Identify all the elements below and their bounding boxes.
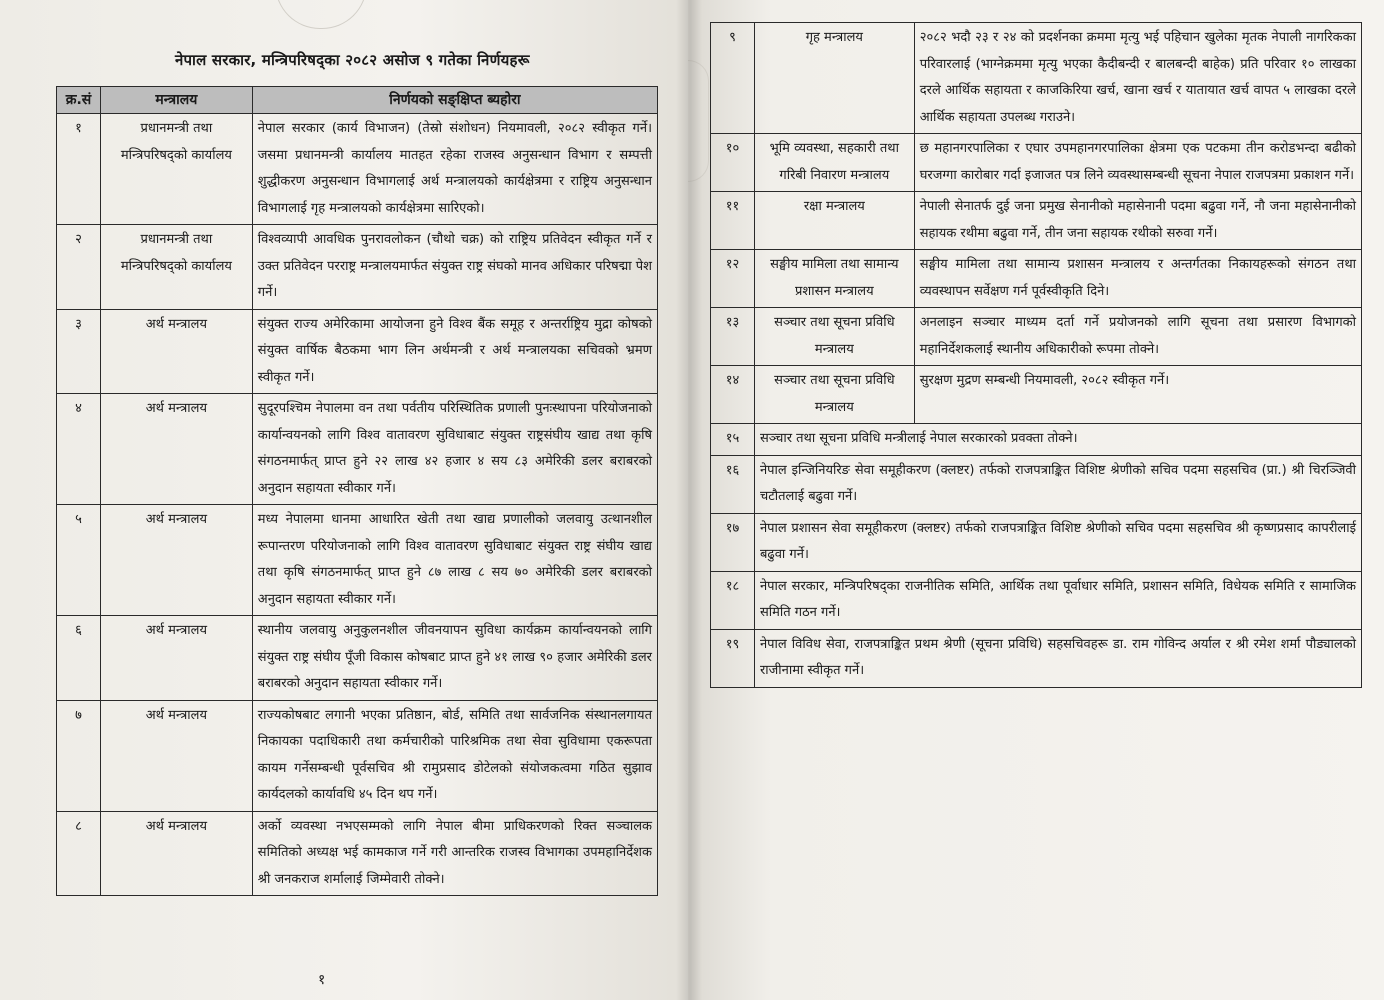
left-page — [0, 0, 688, 1000]
row-decision: सङ्घीय मामिला तथा सामान्य प्रशासन मन्त्रालय र अन्तर्गतका निकायहरूको संगठन तथा व्यवस्थापन सर्वेक्षण गर्न पूर्वस्वीकृति दिने। — [914, 250, 1361, 308]
row-serial: १ — [57, 114, 101, 225]
row-serial: १४ — [711, 366, 755, 424]
header-serial: क्र.सं — [57, 87, 101, 114]
table-row — [711, 513, 1362, 571]
row-serial: ८ — [57, 811, 101, 896]
row-ministry: भूमि व्यवस्था, सहकारी तथा गरिबी निवारण मन्त्रालय — [754, 134, 914, 192]
table-row — [57, 394, 658, 505]
table-row — [711, 192, 1362, 250]
row-serial: १८ — [711, 571, 755, 629]
table-header-row — [57, 87, 658, 114]
row-ministry: सञ्चार तथा सूचना प्रविधि मन्त्रालय — [754, 308, 914, 366]
row-decision: सुरक्षण मुद्रण सम्बन्धी नियमावली, २०८२ स्वीकृत गर्ने। — [914, 366, 1361, 424]
table-row — [57, 505, 658, 616]
row-serial: ११ — [711, 192, 755, 250]
book-gutter — [676, 0, 702, 1000]
table-row — [711, 23, 1362, 134]
row-ministry: अर्थ मन्त्रालय — [100, 700, 252, 811]
row-serial: १० — [711, 134, 755, 192]
row-serial: ७ — [57, 700, 101, 811]
row-ministry: सञ्चार तथा सूचना प्रविधि मन्त्रालय — [754, 366, 914, 424]
table-row — [57, 700, 658, 811]
row-serial: १३ — [711, 308, 755, 366]
row-decision: नेपाल सरकार, मन्त्रिपरिषद्का राजनीतिक समिति, आर्थिक तथा पूर्वाधार समिति, प्रशासन समिति, विधेयक समिति र सामाजिक समिति गठन गर्ने। — [754, 571, 1361, 629]
table-row — [711, 629, 1362, 687]
row-decision: नेपाली सेनातर्फ दुई जना प्रमुख सेनानीको महासेनानी पदमा बढुवा गर्ने, नौ जना महासेनानीको सहायक रथीमा बढुवा गर्ने, तीन जना सहायक रथीको सरुवा गर्ने। — [914, 192, 1361, 250]
row-serial: १६ — [711, 455, 755, 513]
right-page — [688, 0, 1384, 1000]
row-serial: ४ — [57, 394, 101, 505]
row-ministry: रक्षा मन्त्रालय — [754, 192, 914, 250]
row-ministry: अर्थ मन्त्रालय — [100, 811, 252, 896]
row-ministry: प्रधानमन्त्री तथा मन्त्रिपरिषद्को कार्यालय — [100, 225, 252, 310]
header-ministry: मन्त्रालय — [100, 87, 252, 114]
row-decision: सञ्चार तथा सूचना प्रविधि मन्त्रीलाई नेपाल सरकारको प्रवक्ता तोक्ने। — [754, 424, 1361, 456]
row-serial: १७ — [711, 513, 755, 571]
row-decision: स्थानीय जलवायु अनुकुलनशील जीवनयापन सुविधा कार्यक्रम कार्यान्वयनको लागि संयुक्त राष्ट्र संघीय पूँजी विकास कोषबाट प्राप्त हुने ४१ लाख ९० हजार अमेरिकी डलर बराबरको अनुदान सहायता स्वीकार गर्ने। — [252, 616, 657, 701]
row-serial: ६ — [57, 616, 101, 701]
table-row — [57, 114, 658, 225]
table-row — [711, 455, 1362, 513]
row-decision: नेपाल प्रशासन सेवा समूहीकरण (क्लष्टर) तर्फको राजपत्राङ्कित विशिष्ट श्रेणीको सचिव पदमा सहसचिव श्री कृष्णप्रसाद कापरीलाई बढुवा गर्ने। — [754, 513, 1361, 571]
table-row — [711, 134, 1362, 192]
table-row — [711, 308, 1362, 366]
page-number: १ — [318, 972, 326, 988]
table-row — [57, 225, 658, 310]
document-title: नेपाल सरकार, मन्त्रिपरिषद्का २०८२ असोज ९ गतेका निर्णयहरू — [175, 51, 530, 69]
table-row — [711, 424, 1362, 456]
emblem-watermark — [275, 0, 367, 29]
decisions-table-left — [56, 86, 658, 896]
row-decision: विश्वव्यापी आवधिक पुनरावलोकन (चौथो चक्र) को राष्ट्रिय प्रतिवेदन स्वीकृत गर्ने र उक्त प्रतिवेदन परराष्ट्र मन्त्रालयमार्फत संयुक्त राष्ट्र संघको मानव अधिकार परिषद्मा पेश गर्ने। — [252, 225, 657, 310]
row-decision: छ महानगरपालिका र एघार उपमहानगरपालिका क्षेत्रमा एक पटकमा तीन करोडभन्दा बढीको घरजग्गा कारोबार गर्दा इजाजत पत्र लिने व्यवस्थासम्बन्धी सूचना नेपाल राजपत्रमा प्रकाशन गर्ने। — [914, 134, 1361, 192]
row-ministry: अर्थ मन्त्रालय — [100, 505, 252, 616]
row-serial: ९ — [711, 23, 755, 134]
row-decision: नेपाल सरकार (कार्य विभाजन) (तेस्रो संशोधन) नियमावली, २०८२ स्वीकृत गर्ने। जसमा प्रधानमन्त्री कार्यालय मातहत रहेका राजस्व अनुसन्धान विभाग र सम्पत्ती शुद्धीकरण अनुसन्धान विभागलाई अर्थ मन्त्रालयको कार्यक्षेत्रमा र राष्ट्रिय अनुसन्धान विभागलाई गृह मन्त्रालयको कार्यक्षेत्रमा सारिएको। — [252, 114, 657, 225]
table-row — [57, 616, 658, 701]
row-serial: १२ — [711, 250, 755, 308]
row-decision: राज्यकोषबाट लगानी भएका प्रतिष्ठान, बोर्ड, समिति तथा सार्वजनिक संस्थानलगायत निकायका पदाधिकारी तथा कर्मचारीको पारिश्रमिक तथा सेवा सुविधामा एकरूपता कायम गर्नेसम्बन्धी पूर्वसचिव श्री रामुप्रसाद डोटेलको संयोजकत्वमा गठित सुझाव कार्यदलको कार्यावधि ४५ दिन थप गर्ने। — [252, 700, 657, 811]
decisions-table-right — [710, 22, 1362, 688]
row-ministry: अर्थ मन्त्रालय — [100, 616, 252, 701]
row-decision: संयुक्त राज्य अमेरिकामा आयोजना हुने विश्व बैंक समूह र अन्तर्राष्ट्रिय मुद्रा कोषको संयुक्त वार्षिक बैठकमा भाग लिन अर्थमन्त्री र अर्थ मन्त्रालयका सचिवको भ्रमण स्वीकृत गर्ने। — [252, 309, 657, 394]
row-decision: २०८२ भदौ २३ र २४ को प्रदर्शनका क्रममा मृत्यु भई पहिचान खुलेका मृतक नेपाली नागरिकका परिवारलाई (भाग्नेक्रममा मृत्यु भएका कैदीबन्दी र बालबन्दी बाहेक) प्रति परिवार १० लाखका दरले आर्थिक सहायता र काजकिरिया खर्च, खाना खर्च र यातायात खर्च वापत ५ लाखका दरले आर्थिक सहायता उपलब्ध गराउने। — [914, 23, 1361, 134]
row-decision: सुदूरपश्चिम नेपालमा वन तथा पर्वतीय परिस्थितिक प्रणाली पुनःस्थापना परियोजनाको कार्यान्वयनको लागि विश्व वातावरण सुविधाबाट संयुक्त राष्ट्रसंघीय खाद्य तथा कृषि संगठनमार्फत् प्राप्त हुने २२ लाख ४२ हजार ४ सय ८३ अमेरिकी डलर बराबरको अनुदान सहायता स्वीकार गर्ने। — [252, 394, 657, 505]
table-row — [57, 811, 658, 896]
row-decision: अनलाइन सञ्चार माध्यम दर्ता गर्ने प्रयोजनको लागि सूचना तथा प्रसारण विभागको महानिर्देशकलाई स्थानीय अधिकारीको रूपमा तोक्ने। — [914, 308, 1361, 366]
row-ministry: सङ्घीय मामिला तथा सामान्य प्रशासन मन्त्रालय — [754, 250, 914, 308]
row-serial: २ — [57, 225, 101, 310]
row-decision: नेपाल विविध सेवा, राजपत्राङ्कित प्रथम श्रेणी (सूचना प्रविधि) सहसचिवहरू डा. राम गोविन्द अर्याल र श्री रमेश शर्मा पौड्यालको राजीनामा स्वीकृत गर्ने। — [754, 629, 1361, 687]
row-ministry: प्रधानमन्त्री तथा मन्त्रिपरिषद्को कार्यालय — [100, 114, 252, 225]
row-decision: मध्य नेपालमा धानमा आधारित खेती तथा खाद्य प्रणालीको जलवायु उत्थानशील रूपान्तरण परियोजनाको लागि विश्व वातावरण सुविधाबाट संयुक्त राष्ट्र संघीय खाद्य तथा कृषि संगठनमार्फत् प्राप्त हुने ८७ लाख ८ सय ७० अमेरिकी डलर बराबरको अनुदान सहायता स्वीकार गर्ने। — [252, 505, 657, 616]
row-decision: नेपाल इन्जिनियरिङ सेवा समूहीकरण (क्लष्टर) तर्फको राजपत्राङ्कित विशिष्ट श्रेणीको सचिव पदमा सहसचिव (प्रा.) श्री चिरञ्जिवी चटौतलाई बढुवा गर्ने। — [754, 455, 1361, 513]
row-serial: ३ — [57, 309, 101, 394]
row-ministry: अर्थ मन्त्रालय — [100, 309, 252, 394]
table-row — [711, 250, 1362, 308]
row-ministry: अर्थ मन्त्रालय — [100, 394, 252, 505]
table-row — [711, 366, 1362, 424]
row-serial: ५ — [57, 505, 101, 616]
row-decision: अर्को व्यवस्था नभएसम्मको लागि नेपाल बीमा प्राधिकरणको रिक्त सञ्चालक समितिको अध्यक्ष भई कामकाज गर्ने गरी आन्तरिक राजस्व विभागका उपमहानिर्देशक श्री जनकराज शर्मालाई जिम्मेवारी तोक्ने। — [252, 811, 657, 896]
row-serial: १५ — [711, 424, 755, 456]
row-ministry: गृह मन्त्रालय — [754, 23, 914, 134]
header-decision: निर्णयको सङ्क्षिप्त ब्यहोरा — [252, 87, 657, 114]
table-row — [57, 309, 658, 394]
row-serial: १९ — [711, 629, 755, 687]
table-row — [711, 571, 1362, 629]
